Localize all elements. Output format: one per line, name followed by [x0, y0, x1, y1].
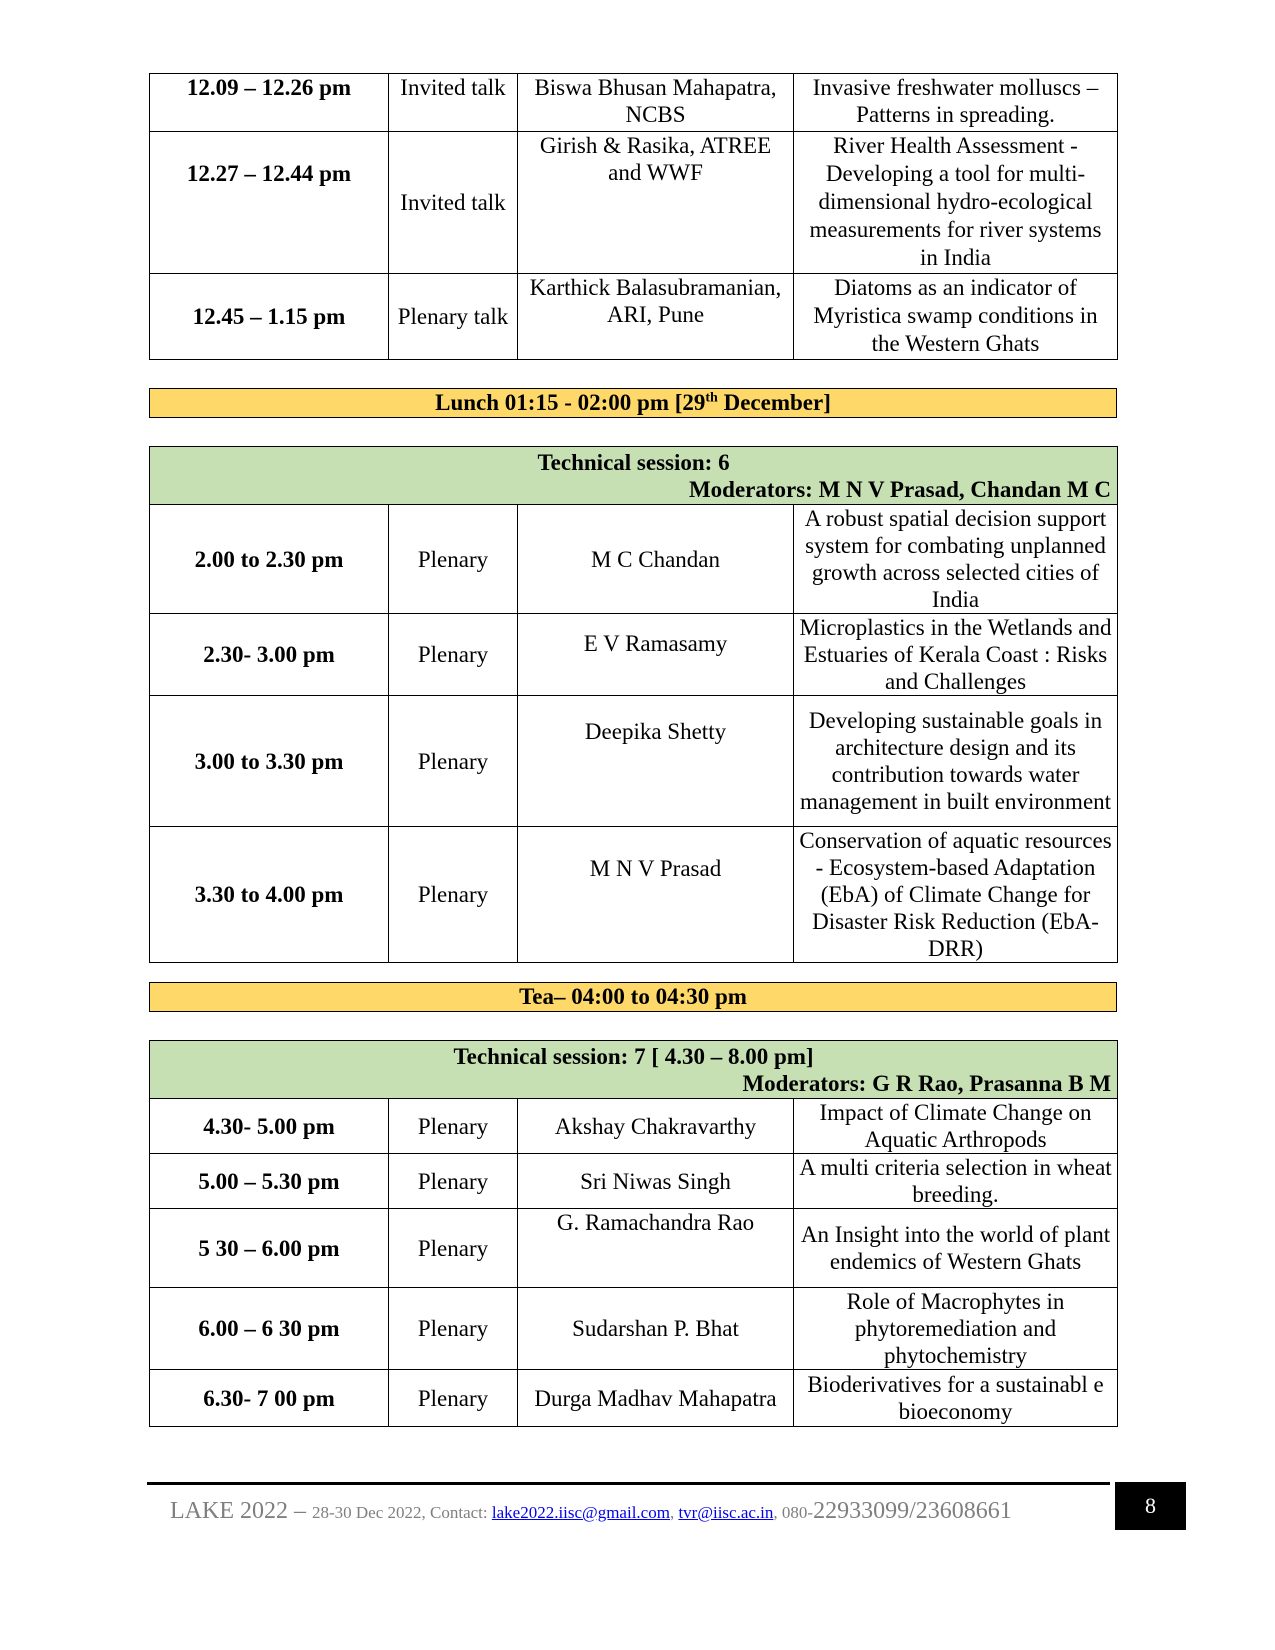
type-cell: Plenary talk	[389, 274, 518, 360]
session-title: Technical session: 6	[537, 449, 730, 475]
footer-sep-1: ,	[669, 1503, 679, 1522]
session-header	[150, 447, 1118, 505]
footer-dash: –	[287, 1498, 312, 1524]
type-cell: Plenary	[389, 1154, 518, 1209]
tea-label: Tea– 04:00 to 04:30 pm	[519, 984, 747, 1009]
time-cell: 5 30 – 6.00 pm	[150, 1209, 389, 1288]
type-cell: Invited talk	[389, 74, 518, 132]
footer-phone: 22933099/23608661	[813, 1498, 1012, 1524]
topic-cell: Role of Macrophytes in phytoremediation and phytochemistry	[794, 1288, 1118, 1370]
speaker-cell: Akshay Chakravarthy	[518, 1099, 794, 1154]
speaker-cell: Durga Madhav Mahapatra	[518, 1370, 794, 1427]
lunch-label-suffix: December]	[717, 390, 831, 415]
table-row	[150, 1154, 1118, 1209]
session-title: Technical session: 7 [ 4.30 – 8.00 pm]	[453, 1043, 814, 1069]
table-row	[150, 505, 1118, 614]
page-footer	[170, 1498, 1090, 1525]
time-cell: 12.45 – 1.15 pm	[150, 274, 389, 360]
type-cell: Plenary	[389, 505, 518, 614]
lunch-label: Lunch 01:15 - 02:00 pm [29	[435, 390, 706, 415]
type-cell: Invited talk	[389, 132, 518, 274]
topic-cell: Developing sustainable goals in architecture design and its contribution towards water management in built environment	[794, 696, 1118, 827]
type-cell: Plenary	[389, 696, 518, 827]
time-cell: 4.30- 5.00 pm	[150, 1099, 389, 1154]
speaker-cell: Girish & Rasika, ATREE and WWF	[518, 132, 794, 274]
table-row	[150, 1099, 1118, 1154]
time-cell: 3.00 to 3.30 pm	[150, 696, 389, 827]
table-row	[150, 827, 1118, 963]
page-number-box	[1115, 1482, 1186, 1530]
footer-dates: 28-30 Dec 2022, Contact:	[311, 1503, 492, 1522]
topic-cell: Bioderivatives for a sustainabl e bioeconomy	[794, 1370, 1118, 1427]
table-row	[150, 1288, 1118, 1370]
time-cell: 12.27 – 12.44 pm	[150, 132, 389, 274]
speaker-cell: Deepika Shetty	[518, 696, 794, 827]
session-header	[150, 1041, 1118, 1099]
table-row	[150, 74, 1118, 132]
lunch-sup: th	[705, 390, 718, 406]
time-cell: 6.00 – 6 30 pm	[150, 1288, 389, 1370]
lunch-break-bar	[149, 388, 1117, 418]
session-moderators: Moderators: G R Rao, Prasanna B M	[742, 1070, 1112, 1096]
session-moderators: Moderators: M N V Prasad, Chandan M C	[688, 476, 1112, 502]
table-row	[150, 1370, 1118, 1427]
topic-cell: Impact of Climate Change on Aquatic Arthropods	[794, 1099, 1118, 1154]
topic-cell: A multi criteria selection in wheat breeding.	[794, 1154, 1118, 1209]
topic-cell: A robust spatial decision support system for combating unplanned growth across selected cities of India	[794, 505, 1118, 614]
speaker-cell: Sudarshan P. Bhat	[518, 1288, 794, 1370]
topic-cell: An Insight into the world of plant endemics of Western Ghats	[794, 1209, 1118, 1288]
topic-cell: Conservation of aquatic resources - Ecosystem-based Adaptation (EbA) of Climate Change for Disaster Risk Reduction (EbA-DRR)	[794, 827, 1118, 963]
footer-rule	[147, 1482, 1110, 1485]
time-cell: 12.09 – 12.26 pm	[150, 74, 389, 132]
time-cell: 2.30- 3.00 pm	[150, 614, 389, 696]
type-cell: Plenary	[389, 614, 518, 696]
footer-sep-2: ,	[773, 1503, 782, 1522]
speaker-cell: M N V Prasad	[518, 827, 794, 963]
speaker-cell: G. Ramachandra Rao	[518, 1209, 794, 1288]
table-row	[150, 132, 1118, 274]
tea-break-bar	[149, 982, 1117, 1012]
table-row	[150, 1209, 1118, 1288]
speaker-cell: E V Ramasamy	[518, 614, 794, 696]
time-cell: 3.30 to 4.00 pm	[150, 827, 389, 963]
type-cell: Plenary	[389, 1370, 518, 1427]
topic-cell: River Health Assessment - Developing a tool for multi-dimensional hydro-ecological measurements for river systems in India	[794, 132, 1118, 274]
time-cell: 2.00 to 2.30 pm	[150, 505, 389, 614]
table-row	[150, 614, 1118, 696]
page-number: 8	[1145, 1493, 1156, 1518]
footer-email-link-2[interactable]: tvr@iisc.ac.in	[678, 1503, 774, 1522]
speaker-cell: Sri Niwas Singh	[518, 1154, 794, 1209]
table-row	[150, 696, 1118, 827]
time-cell: 5.00 – 5.30 pm	[150, 1154, 389, 1209]
speaker-cell: Karthick Balasubramanian, ARI, Pune	[518, 274, 794, 360]
footer-email-link-1[interactable]: lake2022.iisc@gmail.com	[491, 1503, 670, 1522]
schedule-table-morning	[149, 73, 1118, 360]
footer-brand: LAKE 2022	[170, 1498, 288, 1524]
technical-session-7-table	[149, 1040, 1118, 1427]
topic-cell: Invasive freshwater molluscs – Patterns in spreading.	[794, 74, 1118, 132]
speaker-cell: M C Chandan	[518, 505, 794, 614]
footer-phone-prefix: 080-	[781, 1503, 814, 1522]
table-row	[150, 274, 1118, 360]
type-cell: Plenary	[389, 1288, 518, 1370]
type-cell: Plenary	[389, 1209, 518, 1288]
topic-cell: Diatoms as an indicator of Myristica swamp conditions in the Western Ghats	[794, 274, 1118, 360]
speaker-cell: Biswa Bhusan Mahapatra, NCBS	[518, 74, 794, 132]
type-cell: Plenary	[389, 827, 518, 963]
topic-cell: Microplastics in the Wetlands and Estuaries of Kerala Coast : Risks and Challenges	[794, 614, 1118, 696]
technical-session-6-table	[149, 446, 1118, 963]
time-cell: 6.30- 7 00 pm	[150, 1370, 389, 1427]
type-cell: Plenary	[389, 1099, 518, 1154]
